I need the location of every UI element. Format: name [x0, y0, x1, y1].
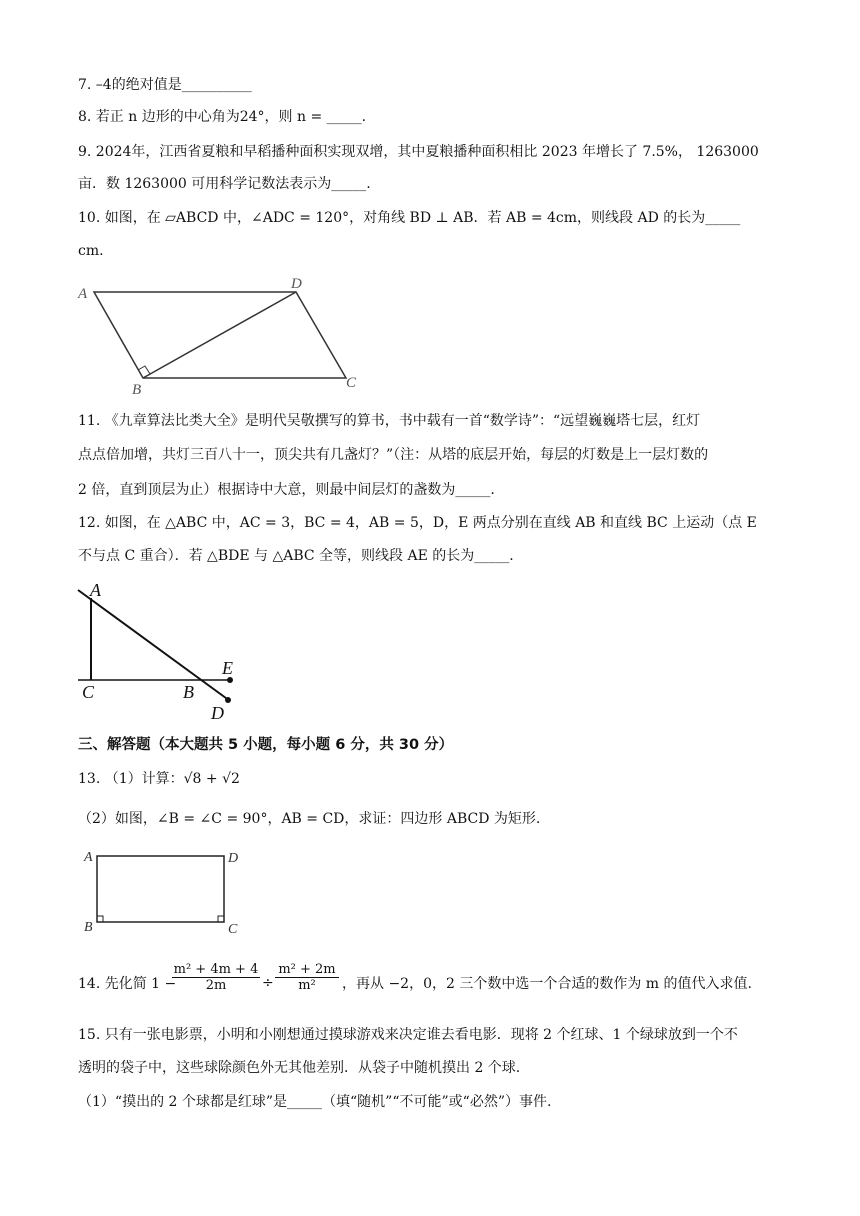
question-11-line-3: 2 倍，直到顶层为止）根据诗中大意，则最中间层灯的盏数为_____. [78, 482, 495, 498]
question-9-line-2: 亩．数 1263000 可用科学记数法表示为_____. [78, 176, 371, 192]
label-a: A [84, 850, 93, 865]
label-d: D [228, 851, 239, 866]
question-14-suffix: ，再从 −2，0，2 三个数中选一个合适的数作为 m 的值代入求值. [342, 976, 752, 992]
fraction-2-denominator: m² [275, 977, 339, 993]
fraction-2 [275, 962, 339, 993]
label-b: B [84, 920, 93, 935]
label-c: C [82, 682, 95, 702]
line-ab [78, 590, 230, 701]
label-a: A [78, 286, 88, 302]
question-13-part-1: 13. （1）计算：√8 + √2 [78, 771, 240, 787]
question-9-line-1: 9. 2024年，江西省夏粮和早稻播种面积实现双增，其中夏粮播种面积相比 2023 年增长了 7.5%， 1263000 [78, 144, 759, 160]
question-10-line-1: 10. 如图，在 ▱ABCD 中，∠ADC = 120°，对角线 BD ⊥ AB．若 AB = 4cm，则线段 AD 的长为_____ [78, 210, 741, 226]
question-7: 7. –4的绝对值是__________ [78, 77, 252, 93]
section-3-heading: 三、解答题（本大题共 5 小题，每小题 6 分，共 30 分） [78, 737, 454, 753]
label-c: C [346, 375, 357, 391]
parallelogram-figure [70, 274, 370, 396]
question-11-line-1: 11. 《九章算法比类大全》是明代吴敬撰写的算书，书中载有一首“数学诗”：“远望巍巍塔七层，红灯 [78, 413, 701, 429]
label-b: B [183, 682, 194, 702]
label-d: D [291, 276, 302, 292]
question-8: 8. 若正 n 边形的中心角为24°，则 n = _____. [78, 109, 367, 125]
fraction-1-denominator: 2m [172, 977, 260, 993]
question-15-part-1: （1）“摸出的 2 个球都是红球”是_____（填“随机”“不可能”或“必然”）事件. [78, 1094, 552, 1110]
right-angle-b [97, 916, 103, 922]
fraction-1 [172, 962, 260, 993]
question-11-line-2: 点点倍加增，共灯三百八十一，顶尖共有几盏灯？”（注：从塔的底层开始，每层的灯数是上一层灯数的 [78, 447, 709, 463]
question-13-part-2: （2）如图，∠B = ∠C = 90°，AB = CD，求证：四边形 ABCD 为矩形. [78, 811, 541, 827]
label-a: A [90, 580, 101, 600]
question-15-line-1: 15. 只有一张电影票，小明和小刚想通过摸球游戏来决定谁去看电影．现将 2 个红球、1 个绿球放到一个不 [78, 1027, 738, 1043]
label-e: E [222, 658, 233, 678]
rectangle-abcd [97, 856, 224, 922]
rectangle-figure [80, 844, 250, 938]
question-10-line-2: cm. [78, 243, 104, 259]
division-sign: ÷ [262, 975, 274, 991]
question-12-line-2: 不与点 C 重合）．若 △BDE 与 △ABC 全等，则线段 AE 的长为_____. [78, 548, 514, 564]
diagonal-bd [143, 292, 296, 378]
question-15-line-2: 透明的袋子中，这些球除颜色外无其他差别．从袋子中随机摸出 2 个球. [78, 1060, 521, 1076]
question-14-prefix: 14. 先化简 1 − [78, 976, 177, 992]
right-angle-c [218, 916, 224, 922]
fraction-2-numerator: m² + 2m [278, 962, 336, 977]
fraction-1-numerator: m² + 4m + 4 [173, 962, 259, 977]
label-b: B [132, 382, 142, 396]
point-d [225, 697, 231, 703]
label-c: C [228, 922, 238, 937]
label-d: D [211, 703, 224, 723]
triangle-figure [70, 574, 250, 724]
question-12-line-1: 12. 如图，在 △ABC 中，AC = 3，BC = 4，AB = 5，D，E 两点分别在直线 AB 和直线 BC 上运动（点 E [78, 515, 757, 531]
